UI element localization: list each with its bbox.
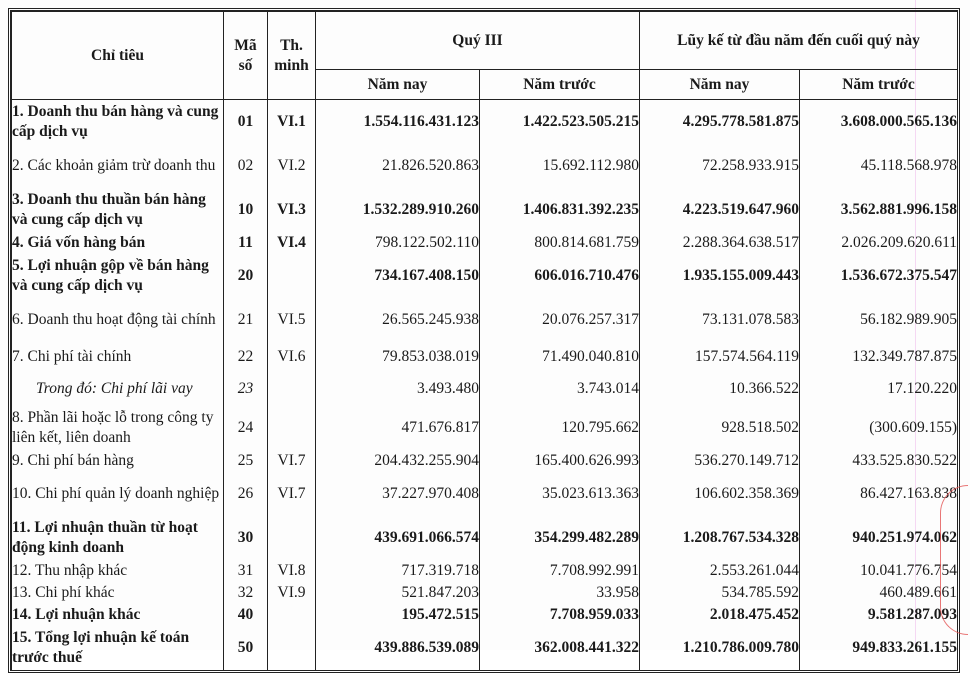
row-note: VI.4: [268, 232, 316, 254]
row-note: [268, 516, 316, 560]
row-quarter-prev-year: 165.400.626.993: [480, 450, 640, 472]
row-ytd-prev-year: 9.581.287.093: [800, 604, 958, 626]
row-quarter-prev-year: 7.708.959.033: [480, 604, 640, 626]
row-code: 50: [224, 626, 268, 670]
row-label: 6. Doanh thu hoạt động tài chính: [12, 298, 224, 342]
row-ytd-prev-year: 86.427.163.838: [800, 472, 958, 516]
row-quarter-this-year: 1.554.116.431.123: [316, 100, 480, 144]
row-quarter-prev-year: 606.016.710.476: [480, 254, 640, 298]
row-ytd-this-year: 2.288.364.638.517: [640, 232, 800, 254]
table-body: [12, 100, 958, 670]
table-row: [12, 298, 958, 342]
row-quarter-this-year: 79.853.038.019: [316, 342, 480, 372]
header-group-quarter: Quý III: [316, 12, 640, 70]
row-code: 26: [224, 472, 268, 516]
row-ytd-prev-year: 1.536.672.375.547: [800, 254, 958, 298]
row-ytd-this-year: 1.210.786.009.780: [640, 626, 800, 670]
table-row: [12, 626, 958, 670]
row-code: 25: [224, 450, 268, 472]
row-code: 23: [224, 372, 268, 406]
row-ytd-prev-year: 132.349.787.875: [800, 342, 958, 372]
table-row: [12, 342, 958, 372]
row-code: 22: [224, 342, 268, 372]
row-ytd-this-year: 928.518.502: [640, 406, 800, 450]
row-code: 10: [224, 188, 268, 232]
row-note: VI.3: [268, 188, 316, 232]
row-ytd-this-year: 534.785.592: [640, 582, 800, 604]
row-ytd-prev-year: 10.041.776.754: [800, 560, 958, 582]
row-quarter-this-year: 798.122.502.110: [316, 232, 480, 254]
row-note: [268, 626, 316, 670]
row-ytd-this-year: 2.553.261.044: [640, 560, 800, 582]
row-code: 11: [224, 232, 268, 254]
row-ytd-this-year: 4.295.778.581.875: [640, 100, 800, 144]
row-ytd-this-year: 106.602.358.369: [640, 472, 800, 516]
row-ytd-prev-year: 940.251.974.062: [800, 516, 958, 560]
row-label: 13. Chi phí khác: [12, 582, 224, 604]
row-ytd-prev-year: 17.120.220: [800, 372, 958, 406]
income-statement-table: [11, 11, 958, 670]
row-code: 40: [224, 604, 268, 626]
row-quarter-prev-year: 33.958: [480, 582, 640, 604]
header-code-line2: số: [238, 56, 253, 74]
row-quarter-prev-year: 800.814.681.759: [480, 232, 640, 254]
row-quarter-this-year: 521.847.203: [316, 582, 480, 604]
row-quarter-this-year: 471.676.817: [316, 406, 480, 450]
row-quarter-this-year: 204.432.255.904: [316, 450, 480, 472]
row-ytd-this-year: 2.018.475.452: [640, 604, 800, 626]
row-note: VI.7: [268, 472, 316, 516]
red-seal-stamp: [940, 485, 968, 635]
header-group-ytd: Lũy kế từ đầu năm đến cuối quý này: [640, 12, 958, 70]
row-ytd-prev-year: 45.118.568.978: [800, 144, 958, 188]
header-note-line1: Th.: [280, 36, 303, 54]
row-quarter-prev-year: 71.490.040.810: [480, 342, 640, 372]
row-ytd-this-year: 10.366.522: [640, 372, 800, 406]
row-code: 31: [224, 560, 268, 582]
row-label: 10. Chi phí quản lý doanh nghiệp: [12, 472, 224, 516]
row-ytd-prev-year: 56.182.989.905: [800, 298, 958, 342]
row-ytd-prev-year: 460.489.661: [800, 582, 958, 604]
table-row: [12, 232, 958, 254]
row-note: VI.6: [268, 342, 316, 372]
table-row: [12, 472, 958, 516]
table-row: [12, 582, 958, 604]
row-quarter-prev-year: 120.795.662: [480, 406, 640, 450]
row-quarter-this-year: 439.886.539.089: [316, 626, 480, 670]
header-code: [224, 12, 268, 100]
row-quarter-prev-year: 354.299.482.289: [480, 516, 640, 560]
table-row: [12, 406, 958, 450]
table-row: [12, 100, 958, 144]
header-code-line1: Mã: [234, 36, 257, 54]
row-note: VI.1: [268, 100, 316, 144]
row-note: [268, 254, 316, 298]
row-note: [268, 406, 316, 450]
row-label: 7. Chi phí tài chính: [12, 342, 224, 372]
row-label: 5. Lợi nhuận gộp về bán hàng và cung cấp dịch vụ: [12, 254, 224, 298]
row-ytd-prev-year: 3.608.000.565.136: [800, 100, 958, 144]
row-quarter-this-year: 734.167.408.150: [316, 254, 480, 298]
row-note: VI.9: [268, 582, 316, 604]
row-label: 15. Tổng lợi nhuận kế toán trước thuế: [12, 626, 224, 670]
row-quarter-prev-year: 3.743.014: [480, 372, 640, 406]
row-ytd-prev-year: 433.525.830.522: [800, 450, 958, 472]
header-ytd-prev-year: Năm trước: [800, 70, 958, 100]
row-quarter-this-year: 21.826.520.863: [316, 144, 480, 188]
row-ytd-prev-year: 949.833.261.155: [800, 626, 958, 670]
table-row: [12, 516, 958, 560]
table-row: [12, 604, 958, 626]
row-quarter-this-year: 26.565.245.938: [316, 298, 480, 342]
row-label: 4. Giá vốn hàng bán: [12, 232, 224, 254]
header-quarter-this-year: Năm nay: [316, 70, 480, 100]
row-label: 3. Doanh thu thuần bán hàng và cung cấp dịch vụ: [12, 188, 224, 232]
row-ytd-prev-year: (300.609.155): [800, 406, 958, 450]
row-note: VI.8: [268, 560, 316, 582]
header-indicator: Chỉ tiêu: [12, 12, 224, 100]
header-note: [268, 12, 316, 100]
row-code: 02: [224, 144, 268, 188]
row-note: VI.7: [268, 450, 316, 472]
row-code: 01: [224, 100, 268, 144]
header-quarter-prev-year: Năm trước: [480, 70, 640, 100]
row-ytd-this-year: 1.208.767.534.328: [640, 516, 800, 560]
row-label: 9. Chi phí bán hàng: [12, 450, 224, 472]
header-ytd-this-year: Năm nay: [640, 70, 800, 100]
row-label: 14. Lợi nhuận khác: [12, 604, 224, 626]
table-row: [12, 144, 958, 188]
row-quarter-prev-year: 7.708.992.991: [480, 560, 640, 582]
row-code: 30: [224, 516, 268, 560]
table-row: [12, 254, 958, 298]
table-row: [12, 372, 958, 406]
row-label: 12. Thu nhập khác: [12, 560, 224, 582]
row-ytd-this-year: 73.131.078.583: [640, 298, 800, 342]
row-label: Trong đó: Chi phí lãi vay: [12, 372, 224, 406]
table-outer-border: [8, 8, 960, 673]
row-label: 11. Lợi nhuận thuần từ hoạt động kinh doanh: [12, 516, 224, 560]
row-ytd-this-year: 72.258.933.915: [640, 144, 800, 188]
row-note: [268, 604, 316, 626]
row-quarter-prev-year: 1.422.523.505.215: [480, 100, 640, 144]
row-quarter-prev-year: 1.406.831.392.235: [480, 188, 640, 232]
row-label: 1. Doanh thu bán hàng và cung cấp dịch vụ: [12, 100, 224, 144]
table-row: [12, 450, 958, 472]
row-quarter-this-year: 3.493.480: [316, 372, 480, 406]
row-ytd-this-year: 1.935.155.009.443: [640, 254, 800, 298]
row-quarter-this-year: 1.532.289.910.260: [316, 188, 480, 232]
row-quarter-this-year: 195.472.515: [316, 604, 480, 626]
row-quarter-prev-year: 20.076.257.317: [480, 298, 640, 342]
row-note: VI.5: [268, 298, 316, 342]
table-row: [12, 560, 958, 582]
row-quarter-prev-year: 362.008.441.322: [480, 626, 640, 670]
row-code: 20: [224, 254, 268, 298]
header-note-line2: minh: [274, 56, 309, 74]
row-note: VI.2: [268, 144, 316, 188]
table-row: [12, 188, 958, 232]
row-quarter-this-year: 37.227.970.408: [316, 472, 480, 516]
row-quarter-prev-year: 35.023.613.363: [480, 472, 640, 516]
row-note: [268, 372, 316, 406]
row-ytd-this-year: 4.223.519.647.960: [640, 188, 800, 232]
row-code: 21: [224, 298, 268, 342]
row-code: 32: [224, 582, 268, 604]
row-quarter-this-year: 439.691.066.574: [316, 516, 480, 560]
row-ytd-prev-year: 3.562.881.996.158: [800, 188, 958, 232]
row-label: 8. Phần lãi hoặc lỗ trong công ty liên kết, liên doanh: [12, 406, 224, 450]
row-label: 2. Các khoản giảm trừ doanh thu: [12, 144, 224, 188]
row-ytd-this-year: 157.574.564.119: [640, 342, 800, 372]
row-quarter-this-year: 717.319.718: [316, 560, 480, 582]
row-quarter-prev-year: 15.692.112.980: [480, 144, 640, 188]
row-ytd-prev-year: 2.026.209.620.611: [800, 232, 958, 254]
row-code: 24: [224, 406, 268, 450]
row-ytd-this-year: 536.270.149.712: [640, 450, 800, 472]
